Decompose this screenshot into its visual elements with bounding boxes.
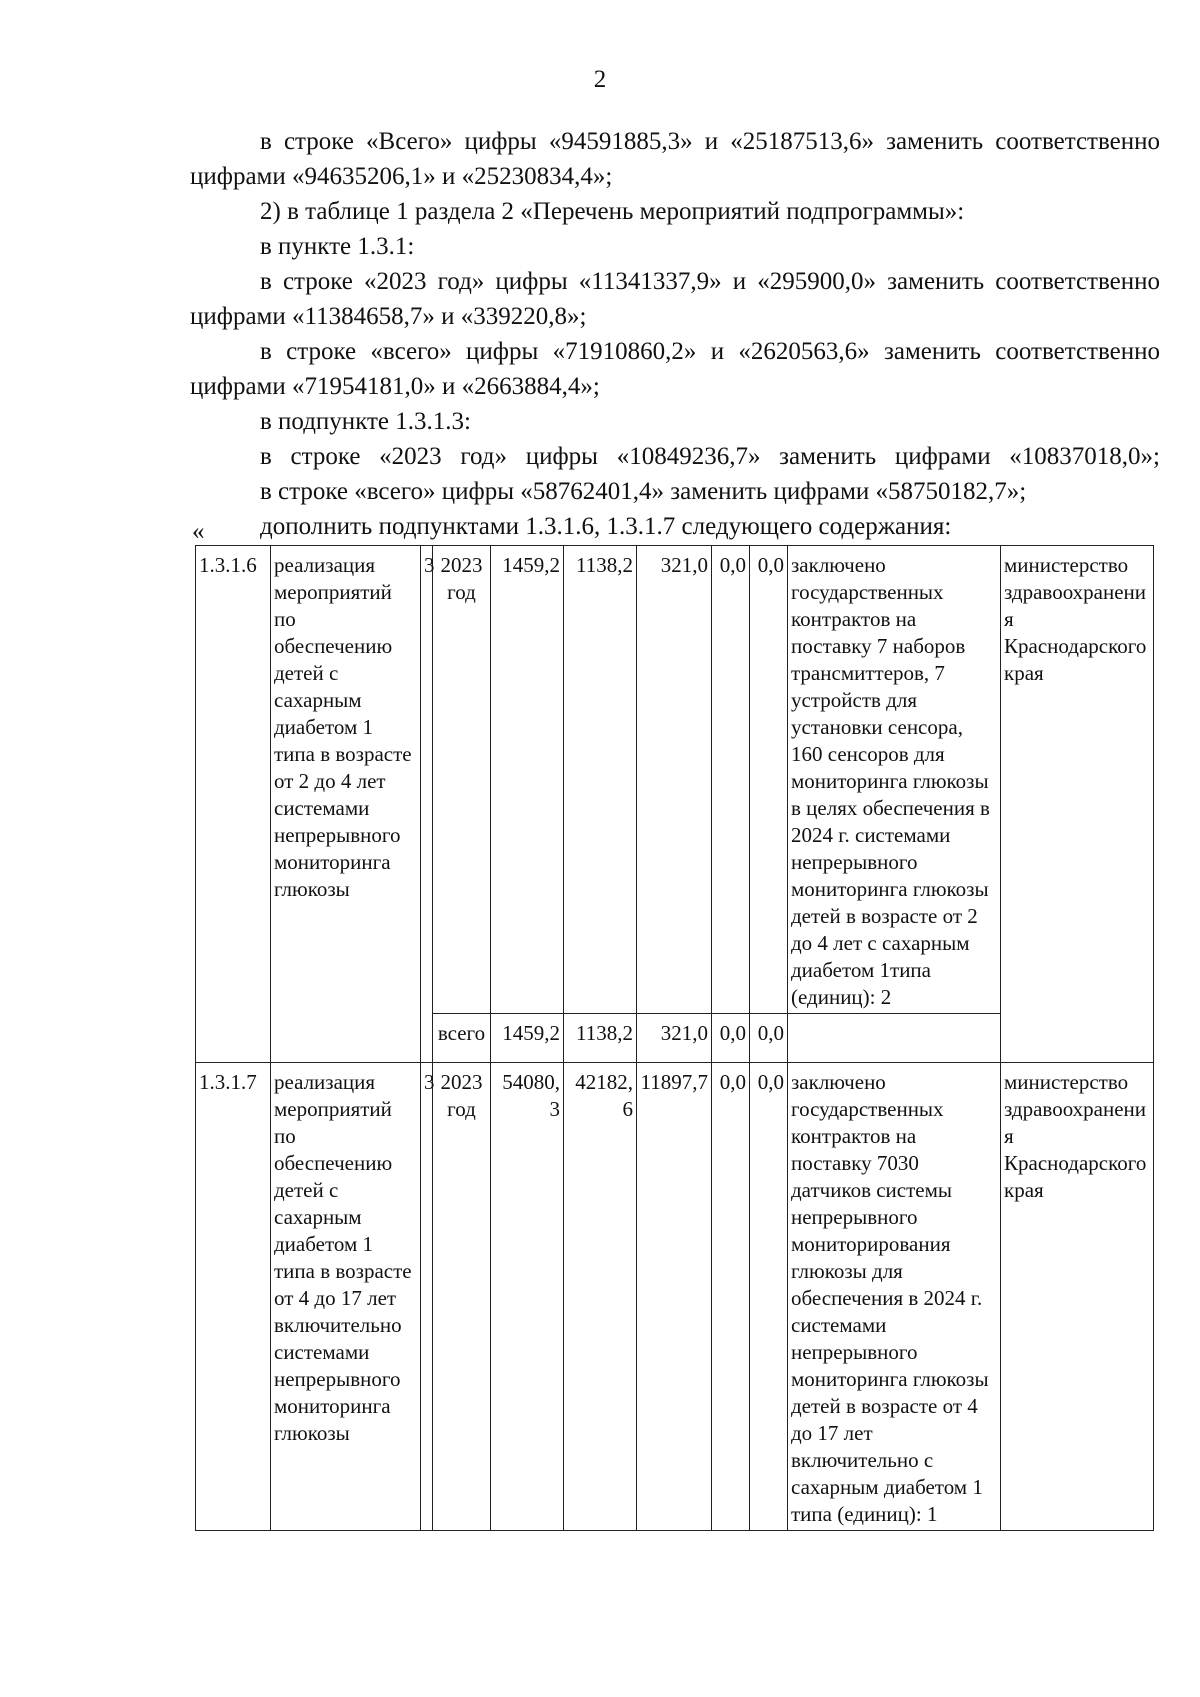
open-quote: « [192, 518, 205, 545]
paragraph-vsego-row: в строке «всего» цифры «71910860,2» и «2620563,6» заменить соответственно цифрами «71954181,0» и «2663884,4»; [190, 338, 1160, 400]
row-status: 3 [421, 1063, 433, 1531]
subtotal-regional: 321,0 [637, 1014, 712, 1063]
paragraph-item-1-3-1: в пункте 1.3.1: [260, 233, 415, 260]
subtotal-label: всего [433, 1014, 491, 1063]
paragraph-subitem-vsego: в строке «всего» цифры «58762401,4» заменить цифрами «58750182,7»; [260, 478, 1027, 505]
paragraph-table-1: 2) в таблице 1 раздела 2 «Перечень мероприятий подпрограммы»: [260, 198, 965, 225]
row-total: 54080,3 [491, 1063, 564, 1531]
table-row [196, 1063, 1154, 1531]
paragraph-subitem-1-3-1-3: в подпункте 1.3.1.3: [260, 408, 471, 435]
row-code: 1.3.1.7 [196, 1063, 271, 1531]
body-text [190, 124, 1160, 544]
row-federal: 42182,6 [564, 1063, 637, 1531]
subtotal-federal: 1138,2 [564, 1014, 637, 1063]
row-local: 0,0 [712, 546, 750, 1014]
row-code: 1.3.1.6 [196, 546, 271, 1063]
measures-table [195, 545, 1154, 1531]
row-executor: министерство здравоохранения Краснодарского края [1001, 546, 1154, 1063]
subtotal-other: 0,0 [750, 1014, 788, 1063]
row-year: 2023 год [433, 1063, 491, 1531]
row-other: 0,0 [750, 1063, 788, 1531]
row-result: заключено государственных контрактов на поставку 7 наборов трансмиттеров, 7 устройств для установки сенсора, 160 сенсоров для мониторинга глюкозы в целях обеспечения в 2024 г. системами непрерывного мониторинга глюкозы детей в возрасте от 2 до 4 лет с сахарным диабетом 1типа (единиц): 2 [788, 546, 1001, 1014]
row-local: 0,0 [712, 1063, 750, 1531]
row-name: реализация мероприятий по обеспечению детей с сахарным диабетом 1 типа в возрасте от 4 до 17 лет включительно системами непрерывного мониторинга глюкозы [271, 1063, 421, 1531]
row-federal: 1138,2 [564, 546, 637, 1014]
table-row [196, 546, 1154, 1014]
subtotal-result-empty [788, 1014, 1001, 1063]
paragraph-add-subitems: дополнить подпунктами 1.3.1.6, 1.3.1.7 следующего содержания: [260, 513, 952, 540]
row-year: 2023 год [433, 546, 491, 1014]
paragraph-2023-row: в строке «2023 год» цифры «11341337,9» и «295900,0» заменить соответственно цифрами «11384658,7» и «339220,8»; [190, 268, 1160, 330]
paragraph-subitem-2023: в строке «2023 год» цифры «10849236,7» заменить цифрами «10837018,0»; [260, 443, 1160, 470]
paragraph-total-row: в строке «Всего» цифры «94591885,3» и «25187513,6» заменить соответственно цифрами «94635206,1» и «25230834,4»; [190, 128, 1160, 190]
row-executor: министерство здравоохранения Краснодарского края [1001, 1063, 1154, 1531]
row-regional: 11897,7 [637, 1063, 712, 1531]
row-name: реализация мероприятий по обеспечению детей с сахарным диабетом 1 типа в возрасте от 2 до 4 лет системами непрерывного мониторинга глюкозы [271, 546, 421, 1063]
row-regional: 321,0 [637, 546, 712, 1014]
subtotal-total: 1459,2 [491, 1014, 564, 1063]
subtotal-local: 0,0 [712, 1014, 750, 1063]
row-result: заключено государственных контрактов на поставку 7030 датчиков системы непрерывного мониторирования глюкозы для обеспечения в 2024 г. системами непрерывного мониторинга глюкозы детей в возрасте от 4 до 17 лет включительно с сахарным диабетом 1 типа (единиц): 1 [788, 1063, 1001, 1531]
row-other: 0,0 [750, 546, 788, 1014]
page-number: 2 [593, 66, 607, 93]
row-total: 1459,2 [491, 546, 564, 1014]
row-status: 3 [421, 546, 433, 1063]
